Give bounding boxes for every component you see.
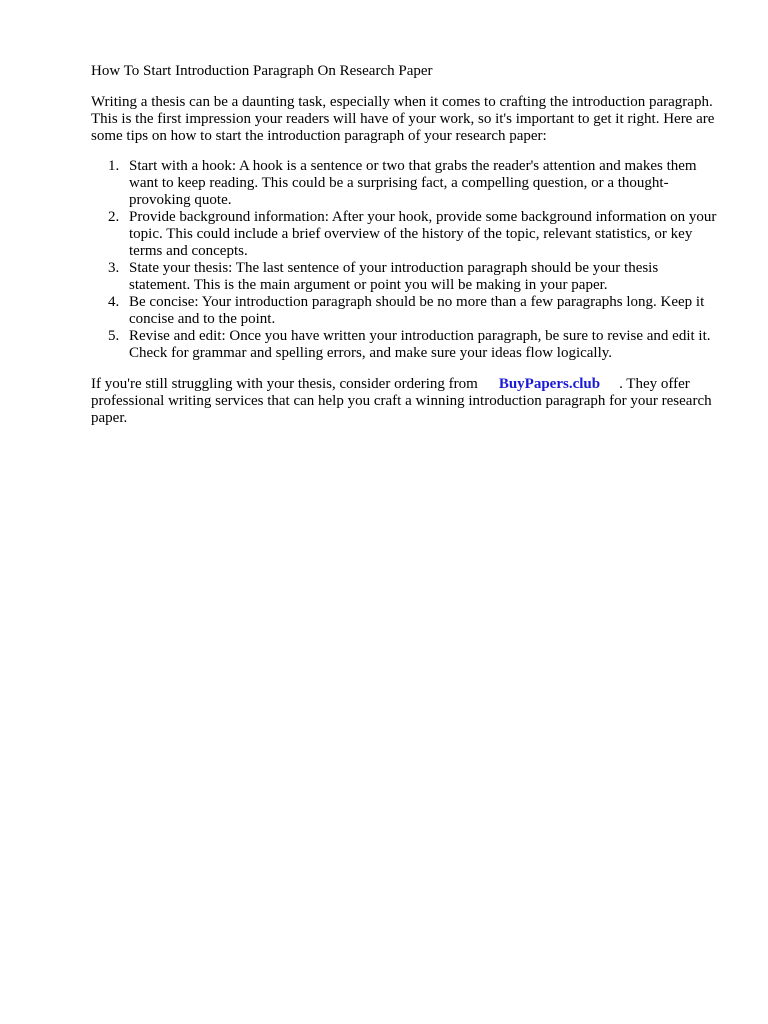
list-item-number: 1.: [108, 158, 120, 174]
closing-paragraph: [91, 376, 721, 427]
list-item: [108, 260, 721, 294]
list-item: [108, 328, 721, 362]
list-item-number: 4.: [108, 294, 120, 310]
list-item-number: 5.: [108, 328, 120, 344]
list-item-number: 3.: [108, 260, 120, 276]
list-item-text: State your thesis: The last sentence of your introduction paragraph should be your thesis statement. This is the main argument or point you will be making in your paper.: [129, 260, 659, 293]
tips-list: [91, 158, 721, 362]
list-item-text: Provide background information: After your hook, provide some background information on your topic. This could include a brief overview of the history of the topic, relevant statistics, or key terms and concepts.: [129, 209, 717, 259]
intro-paragraph: Writing a thesis can be a daunting task, especially when it comes to crafting the introduction paragraph. This is the first impression your readers will have of your work, so it's important to get it right. Here are some tips on how to start the introduction paragraph of your research paper:: [91, 94, 715, 144]
list-item-number: 2.: [108, 209, 120, 225]
list-item: [108, 294, 721, 328]
list-item-text: Revise and edit: Once you have written your introduction paragraph, be sure to revise and edit it. Check for grammar and spelling errors, and make sure your ideas flow logically.: [129, 328, 711, 361]
closing-text-after: . They offer professional writing services that can help you craft a winning introduction paragraph for your research paper.: [91, 376, 712, 426]
document-title: How To Start Introduction Paragraph On Research Paper: [91, 63, 433, 79]
closing-text-before: If you're still struggling with your thesis, consider ordering from: [91, 376, 478, 392]
list-item-text: Start with a hook: A hook is a sentence or two that grabs the reader's attention and makes them want to keep reading. This could be a surprising fact, a compelling question, or a thought-provoking quote.: [129, 158, 697, 208]
list-item-text: Be concise: Your introduction paragraph should be no more than a few paragraphs long. Keep it concise and to the point.: [129, 294, 705, 327]
document-page: [91, 63, 721, 427]
buypapers-link[interactable]: BuyPapers.club: [498, 376, 601, 392]
list-item: [108, 209, 721, 260]
list-item: [108, 158, 721, 209]
